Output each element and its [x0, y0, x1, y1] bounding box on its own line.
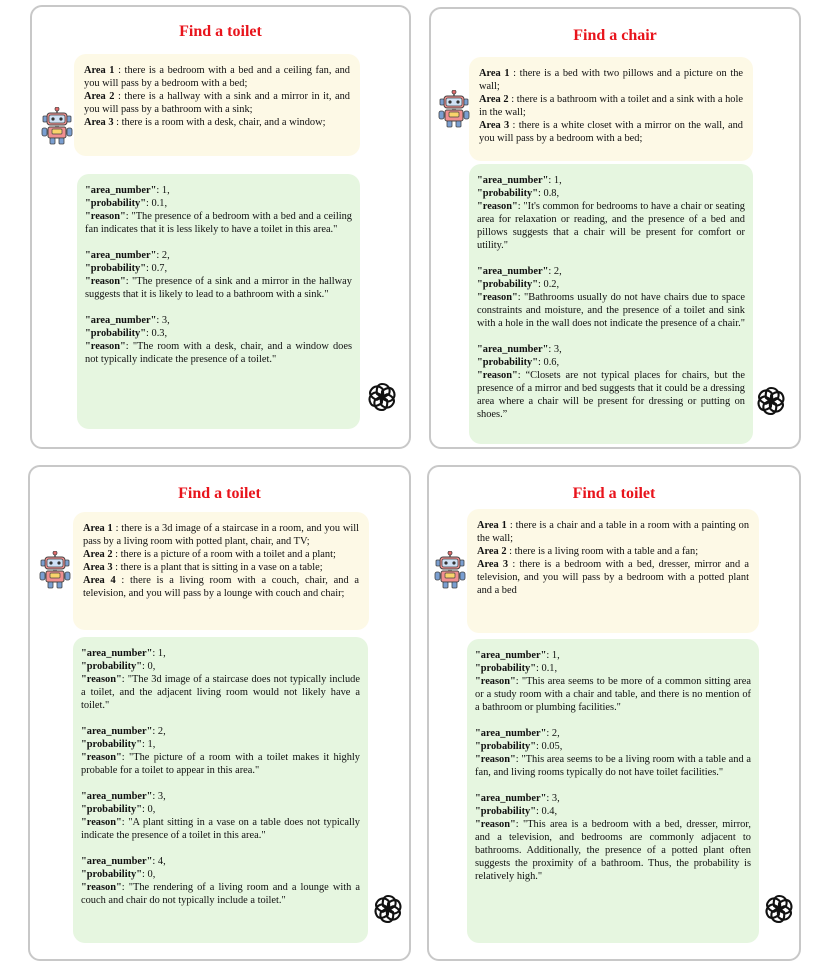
reason-line: "reason": "The presence of a sink and a mirror in the hallway suggests that it is likely to lead to a bathroom with a sink."	[85, 276, 352, 300]
reason-line: "reason": "It's common for bedrooms to have a chair or seating area for relaxation or reading, and the presence of a bed and pillows suggests that a chair will be present for comfort or utility."	[477, 201, 745, 251]
area-number-line: "area_number": 3,	[475, 793, 560, 804]
json-key: "area_number"	[81, 791, 153, 802]
reason-line: "reason": “Closets are not typical places for chairs, but the presence of a mirror and bed suggests that it could be a dressing area where a chair will be present for dressing or putting on shoes.”	[477, 370, 745, 420]
area-text: : there is a bedroom with a bed, dresser, mirror and a television, and you will pass by a bedroom with a potted plant and a bed	[477, 559, 749, 596]
area-label: Area 3	[84, 117, 114, 128]
json-key: "reason"	[81, 882, 122, 893]
area-text: : there is a white closet with a mirror on the wall, and you will pass by a bedroom with a bed;	[479, 120, 743, 144]
json-key: "area_number"	[81, 648, 153, 659]
probability-line: "probability": 1,	[81, 739, 156, 750]
openai-logo-icon	[753, 383, 789, 419]
area-number-line: "area_number": 3,	[477, 344, 562, 355]
prompt-bubble	[469, 57, 753, 161]
response-bubble	[469, 164, 753, 444]
area-description	[83, 574, 359, 600]
json-key: "area_number"	[477, 266, 549, 277]
json-key: "area_number"	[475, 728, 547, 739]
area-number-line: "area_number": 4,	[81, 856, 166, 867]
prompt-bubble	[74, 54, 360, 156]
probability-line: "probability": 0.1,	[85, 198, 168, 209]
json-key: "probability"	[85, 198, 147, 209]
area-description	[83, 561, 359, 574]
area-number-line: "area_number": 3,	[81, 791, 166, 802]
json-key: "reason"	[81, 674, 122, 685]
panel-find-chair	[429, 7, 801, 449]
probability-line: "probability": 0,	[81, 804, 156, 815]
json-value: 1,	[161, 185, 170, 196]
area-text: : there is a hallway with a sink and a mirror in it, and you will pass by a bathroom with a sink;	[84, 91, 350, 115]
response-bubble	[73, 637, 368, 943]
json-key: "reason"	[475, 754, 516, 765]
json-value: "The room with a desk, chair, and a window does not typically indicate the presence of a toilet."	[85, 341, 352, 365]
area-description	[477, 519, 749, 545]
json-value: 4,	[157, 856, 166, 867]
area-description	[479, 119, 743, 145]
reason-line: "reason": "The rendering of a living room and a lounge with a couch and chair do not typically include a toilet."	[81, 882, 360, 906]
json-value: "The presence of a sink and a mirror in the hallway suggests that it is likely to lead to a bathroom with a sink."	[85, 276, 352, 300]
json-value: 1,	[551, 650, 560, 661]
json-value: "The 3d image of a staircase does not typically include a toilet, and the adjacent living room would not likely have a toilet."	[81, 674, 360, 711]
robot-icon	[40, 107, 74, 145]
area-number-line: "area_number": 1,	[477, 175, 562, 186]
panel-find-toilet-3	[427, 465, 801, 961]
json-value: “Closets are not typical places for chairs, but the presence of a mirror and bed suggests that it could be a dressing area where a chair will be present for dressing or putting on shoes.”	[477, 370, 745, 420]
json-value: 3,	[553, 344, 562, 355]
json-value: "This area seems to be more of a common sitting area or a study room with a chair and table, and there is no mention of a bathroom or plumbing facilities."	[475, 676, 751, 713]
response-bubble	[77, 174, 360, 429]
area-description	[83, 548, 359, 561]
probability-line: "probability": 0.3,	[85, 328, 168, 339]
panel-title: Find a toilet	[572, 485, 656, 502]
area-number-line: "area_number": 2,	[477, 266, 562, 277]
json-key: "probability"	[477, 188, 539, 199]
area-text: : there is a room with a desk, chair, and a window;	[113, 117, 326, 128]
json-key: "probability"	[477, 279, 539, 290]
area-text: : there is a chair and a table in a room with a painting on the wall;	[477, 520, 750, 544]
area-text: : there is a bed with two pillows and a picture on the wall;	[479, 68, 744, 92]
area-text: : there is a bedroom with a bed and a ceiling fan, and you will pass by a bedroom with a bed;	[84, 65, 350, 89]
json-key: "probability"	[85, 263, 147, 274]
robot-icon	[38, 551, 72, 589]
area-description	[83, 522, 359, 548]
area-description	[477, 558, 749, 597]
area-label: Area 4	[83, 575, 116, 586]
area-number-line: "area_number": 2,	[475, 728, 560, 739]
area-description	[479, 67, 743, 93]
json-key: "area_number"	[81, 726, 153, 737]
json-key: "reason"	[475, 676, 516, 687]
probability-line: "probability": 0.6,	[477, 357, 560, 368]
area-description	[84, 90, 350, 116]
json-value: 0.05,	[541, 741, 563, 752]
area-description	[84, 116, 350, 129]
json-value: "The rendering of a living room and a lounge with a couch and chair do not typically include a toilet."	[81, 882, 360, 906]
json-value: "This area seems to be a living room with a table and a fan, and living rooms typically do not have toilet facilities."	[475, 754, 751, 778]
json-value: "The picture of a room with a toilet makes it highly probable for a toilet to appear in this area."	[81, 752, 360, 776]
json-value: 2,	[553, 266, 562, 277]
reason-line: "reason": "The presence of a bedroom with a bed and a ceiling fan indicates that it is less likely to have a toilet in this area."	[85, 211, 352, 235]
area-number-line: "area_number": 1,	[475, 650, 560, 661]
json-value: 0.6,	[543, 357, 560, 368]
json-value: "A plant sitting in a vase on a table does not typically indicate the presence of a toilet in this area."	[81, 817, 360, 841]
prompt-bubble	[73, 512, 369, 630]
json-key: "reason"	[477, 370, 518, 381]
json-key: "reason"	[81, 752, 122, 763]
json-key: "area_number"	[475, 650, 547, 661]
area-number-line: "area_number": 1,	[81, 648, 166, 659]
area-label: Area 3	[83, 562, 113, 573]
json-value: 3,	[161, 315, 170, 326]
json-value: 0.8,	[543, 188, 560, 199]
probability-line: "probability": 0,	[81, 661, 156, 672]
area-label: Area 1	[479, 68, 510, 79]
area-label: Area 2	[84, 91, 115, 102]
area-label: Area 2	[477, 546, 507, 557]
area-number-line: "area_number": 3,	[85, 315, 170, 326]
panel-title: Find a toilet	[179, 23, 262, 40]
reason-line: "reason": "A plant sitting in a vase on a table does not typically indicate the presence of a toilet in this area."	[81, 817, 360, 841]
area-description	[477, 545, 749, 558]
json-value: 0.3,	[151, 328, 168, 339]
json-value: "It's common for bedrooms to have a chair or seating area for relaxation or reading, and the presence of a bed and pillows suggests that a chair will be present for comfort or utility."	[477, 201, 745, 251]
panel-title: Find a toilet	[178, 485, 261, 502]
area-label: Area 2	[479, 94, 509, 105]
json-key: "area_number"	[477, 344, 549, 355]
robot-icon	[433, 551, 467, 589]
probability-line: "probability": 0.05,	[475, 741, 563, 752]
area-description	[84, 64, 350, 90]
json-value: 0.1,	[541, 663, 558, 674]
json-value: "The presence of a bedroom with a bed and a ceiling fan indicates that it is less likely to have a toilet in this area."	[85, 211, 352, 235]
area-description	[479, 93, 743, 119]
json-key: "area_number"	[85, 315, 157, 326]
json-key: "probability"	[81, 869, 143, 880]
area-label: Area 1	[84, 65, 115, 76]
openai-logo-icon	[761, 891, 797, 927]
openai-logo-icon	[364, 379, 400, 415]
area-label: Area 3	[479, 120, 510, 131]
probability-line: "probability": 0,	[81, 869, 156, 880]
json-key: "reason"	[475, 819, 516, 830]
area-text: : there is a plant that is sitting in a vase on a table;	[112, 562, 323, 573]
area-text: : there is a bathroom with a toilet and a sink with a hole in the wall;	[479, 94, 743, 118]
json-value: 2,	[161, 250, 170, 261]
area-label: Area 1	[477, 520, 507, 531]
json-key: "reason"	[85, 276, 126, 287]
json-key: "probability"	[475, 741, 537, 752]
json-key: "reason"	[81, 817, 122, 828]
area-text: : there is a 3d image of a staircase in a room, and you will pass by a living room with potted plant, chair, and TV;	[83, 523, 359, 547]
json-value: 0,	[147, 661, 156, 672]
json-value: 3,	[157, 791, 166, 802]
area-number-line: "area_number": 1,	[85, 185, 170, 196]
reason-line: "reason": "The room with a desk, chair, and a window does not typically indicate the presence of a toilet."	[85, 341, 352, 365]
json-value: 0.1,	[151, 198, 168, 209]
area-text: : there is a picture of a room with a toilet and a plant;	[112, 549, 336, 560]
json-value: 0.4,	[541, 806, 558, 817]
area-label: Area 1	[83, 523, 113, 534]
json-key: "reason"	[477, 292, 518, 303]
json-key: "area_number"	[85, 250, 157, 261]
json-key: "probability"	[85, 328, 147, 339]
json-value: 1,	[157, 648, 166, 659]
area-number-line: "area_number": 2,	[85, 250, 170, 261]
json-value: 1,	[147, 739, 156, 750]
json-key: "reason"	[85, 341, 126, 352]
openai-logo-icon	[370, 891, 406, 927]
reason-line: "reason": "This area seems to be a living room with a table and a fan, and living rooms typically do not have toilet facilities."	[475, 754, 751, 778]
json-value: 0.7,	[151, 263, 168, 274]
area-text: : there is a living room with a couch, chair, and a television, and you will pass by a lounge with couch and chair;	[83, 575, 359, 599]
robot-icon	[437, 90, 471, 128]
reason-line: "reason": "This area seems to be more of a common sitting area or a study room with a chair and table, and there is no mention of a bathroom or plumbing facilities."	[475, 676, 751, 713]
probability-line: "probability": 0.4,	[475, 806, 558, 817]
panel-title: Find a chair	[573, 27, 657, 44]
json-key: "reason"	[477, 201, 518, 212]
json-key: "probability"	[81, 661, 143, 672]
area-label: Area 3	[477, 559, 509, 570]
probability-line: "probability": 0.1,	[475, 663, 558, 674]
probability-line: "probability": 0.2,	[477, 279, 560, 290]
reason-line: "reason": "Bathrooms usually do not have chairs due to space constraints and moisture, and the presence of a toilet and sink with a hole in the wall does not indicate the presence of a chair."	[477, 292, 745, 329]
reason-line: "reason": "The 3d image of a staircase does not typically include a toilet, and the adjacent living room would not likely have a toilet."	[81, 674, 360, 711]
json-key: "probability"	[475, 663, 537, 674]
area-label: Area 2	[83, 549, 113, 560]
json-value: 2,	[157, 726, 166, 737]
json-key: "probability"	[81, 739, 143, 750]
probability-line: "probability": 0.8,	[477, 188, 560, 199]
json-value: "This area is a bedroom with a bed, dresser, mirror, and a television, and bedrooms are commonly adjacent to bathrooms. Additionally, the presence of a potted plant often suggests the proximity of a bathroom. Thus, the probability is relatively high."	[475, 819, 751, 882]
json-value: "Bathrooms usually do not have chairs due to space constraints and moisture, and the presence of a toilet and sink with a hole in the wall does not indicate the presence of a chair."	[477, 292, 745, 329]
area-text: : there is a living room with a table and a fan;	[506, 546, 699, 557]
json-value: 2,	[551, 728, 560, 739]
probability-line: "probability": 0.7,	[85, 263, 168, 274]
json-value: 0.2,	[543, 279, 560, 290]
prompt-bubble	[467, 509, 759, 633]
json-key: "probability"	[477, 357, 539, 368]
json-key: "area_number"	[81, 856, 153, 867]
json-key: "area_number"	[475, 793, 547, 804]
json-key: "area_number"	[85, 185, 157, 196]
panel-find-toilet-1	[30, 5, 411, 449]
json-value: 0,	[147, 804, 156, 815]
reason-line: "reason": "This area is a bedroom with a bed, dresser, mirror, and a television, and bedrooms are commonly adjacent to bathrooms. Additionally, the presence of a potted plant often suggests the proximity of a bathroom. Thus, the probability is relatively high."	[475, 819, 751, 882]
json-key: "area_number"	[477, 175, 549, 186]
panel-find-toilet-2	[28, 465, 411, 961]
json-key: "reason"	[85, 211, 126, 222]
json-key: "probability"	[475, 806, 537, 817]
response-bubble	[467, 639, 759, 943]
reason-line: "reason": "The picture of a room with a toilet makes it highly probable for a toilet to appear in this area."	[81, 752, 360, 776]
json-value: 1,	[553, 175, 562, 186]
json-value: 0,	[147, 869, 156, 880]
area-number-line: "area_number": 2,	[81, 726, 166, 737]
json-key: "probability"	[81, 804, 143, 815]
json-value: 3,	[551, 793, 560, 804]
